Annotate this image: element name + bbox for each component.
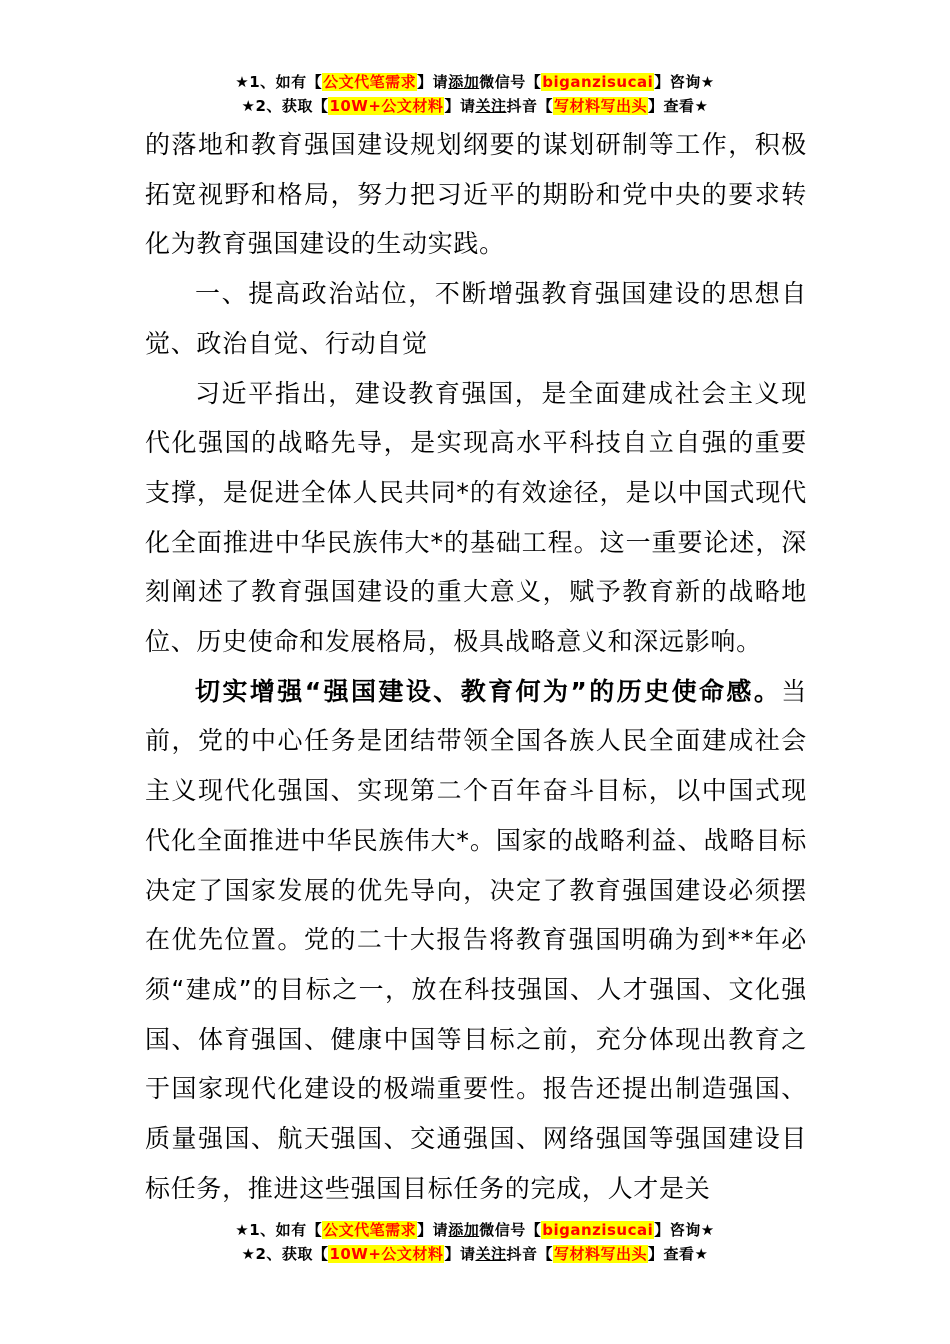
banner-highlight: 写材料写出头 — [553, 97, 647, 115]
banner-text: 】查看★ — [648, 1245, 709, 1263]
banner-text: 】咨询★ — [654, 1221, 715, 1239]
banner-text: 】请 — [444, 1245, 476, 1263]
banner-text: ★1、如有【 — [235, 73, 323, 91]
banner-line-2 — [0, 1242, 950, 1266]
banner-text: 微信号【 — [479, 1221, 542, 1239]
banner-line-1 — [0, 70, 950, 94]
banner-underlined-text: 关注 — [475, 97, 507, 115]
paragraph: 习近平指出，建设教育强国，是全面建成社会主义现代化强国的战略先导，是实现高水平科技自立自强的重要支撑，是促进全体人民共同*的有效途径，是以中国式现代化全面推进中华民族伟大*的基础工程。这一重要论述，深刻阐述了教育强国建设的重大意义，赋予教育新的战略地位、历史使命和发展格局，极具战略意义和深远影响。 — [145, 378, 807, 657]
banner-highlight: 写材料写出头 — [553, 1245, 647, 1263]
document-body — [145, 120, 807, 1213]
paragraph-text: 当前，党的中心任务是团结带领全国各族人民全面建成社会主义现代化强国、实现第二个百年奋斗目标，以中国式现代化全面推进中华民族伟大*。国家的战略利益、战略目标决定了国家发展的优先导向，决定了教育强国建设必须摆在优先位置。党的二十大报告将教育强国明确为到**年必须“建成”的目标之一，放在科技强国、人才强国、文化强国、体育强国、健康中国等目标之前，充分体现出教育之于国家现代化建设的极端重要性。报告还提出制造强国、质量强国、航天强国、交通强国、网络强国等强国建设目标任务，推进这些强国目标任务的完成，人才是关 — [145, 676, 807, 1203]
paragraph-continuation: 的落地和教育强国建设规划纲要的谋划研制等工作，积极拓宽视野和格局，努力把习近平的期盼和党中央的要求转化为教育强国建设的生动实践。 — [145, 130, 807, 259]
banner-text: 】咨询★ — [654, 73, 715, 91]
banner-text: 】请 — [444, 97, 476, 115]
banner-text: 抖音【 — [506, 1245, 553, 1263]
banner-text: 】请 — [417, 1221, 449, 1239]
paragraph-with-lead — [145, 667, 807, 1214]
banner-line-2 — [0, 94, 950, 118]
banner-text: ★1、如有【 — [235, 1221, 323, 1239]
banner-text: 】查看★ — [648, 97, 709, 115]
banner-underlined-text: 添加 — [448, 73, 480, 91]
banner-line-1 — [0, 1218, 950, 1242]
banner-text: 】请 — [417, 73, 449, 91]
banner-highlight: 公文代笔需求 — [323, 1221, 417, 1239]
banner-text: ★2、获取【 — [241, 1245, 329, 1263]
header-banner — [0, 70, 950, 118]
section-heading: 一、提高政治站位，不断增强教育强国建设的思想自觉、政治自觉、行动自觉 — [145, 279, 807, 358]
banner-highlight: 公文代笔需求 — [323, 73, 417, 91]
banner-highlight: 10W+公文材料 — [329, 97, 444, 115]
banner-highlight: biganzisucai — [542, 1221, 654, 1239]
banner-text: 抖音【 — [506, 97, 553, 115]
paragraph-lead-bold: 切实增强“强国建设、教育何为”的历史使命感。 — [195, 676, 782, 706]
banner-text: ★2、获取【 — [241, 97, 329, 115]
banner-underlined-text: 关注 — [475, 1245, 507, 1263]
banner-highlight: biganzisucai — [542, 73, 654, 91]
banner-underlined-text: 添加 — [448, 1221, 480, 1239]
footer-banner — [0, 1218, 950, 1266]
banner-highlight: 10W+公文材料 — [329, 1245, 444, 1263]
banner-text: 微信号【 — [479, 73, 542, 91]
